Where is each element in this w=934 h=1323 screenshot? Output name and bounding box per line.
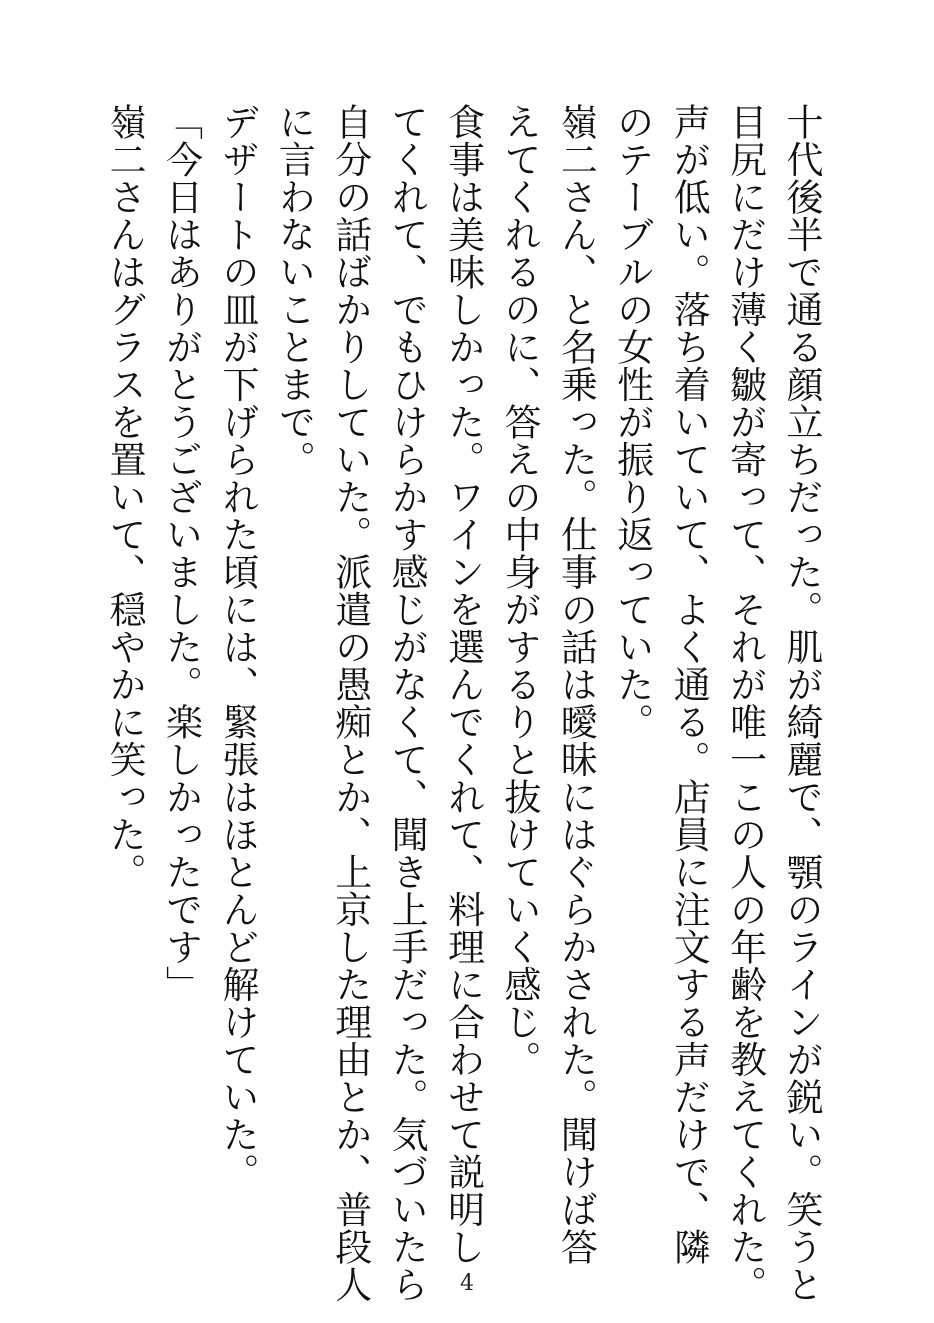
text-line: 目尻にだけ薄く皺が寄って、それが唯一この人の年齢を教えてくれた。 xyxy=(723,103,767,1303)
text-line: 嶺二さんはグラスを置いて、穏やかに笑った。 xyxy=(103,103,147,891)
paragraph-6 xyxy=(96,103,152,1228)
paragraph-1 xyxy=(603,103,829,1303)
text-line: 嶺二さん、と名乗った。仕事の話は曖昧にはぐらかされた。聞けば答 xyxy=(554,103,598,1266)
text-line: 食事は美味しかった。ワインを選んでくれて、料理に合わせて説明し xyxy=(441,103,485,1266)
text-line: 十代後半で通る顔立ちだった。肌が綺麗で、顎のラインが鋭い。笑うと xyxy=(780,103,823,1303)
text-line: デザートの皿が下げられた頃には、緊張はほとんど解けていた。 xyxy=(215,103,259,1191)
page-number: 4 xyxy=(460,1271,474,1296)
paragraph-3 xyxy=(265,103,491,1303)
text-line: 「今日はありがとうございました。楽しかったです」 xyxy=(159,103,203,1003)
paragraph-2 xyxy=(491,103,604,1266)
text-line: のテーブルの女性が振り返っていた。 xyxy=(610,103,654,741)
text-line: 声が低い。落ち着いていて、よく通る。店員に注文する声だけで、隣 xyxy=(667,103,711,1266)
paragraph-5-dialogue xyxy=(152,103,208,1228)
text-line: 自分の話ばかりしていた。派遣の愚痴とか、上京した理由とか、普段人 xyxy=(328,103,372,1303)
text-line: えてくれるのに、答えの中身がするりと抜けていく感じ。 xyxy=(497,103,541,1078)
text-line: てくれて、でもひけらかす感じがなくて、聞き上手だった。気づいたら xyxy=(385,103,429,1303)
body-text xyxy=(96,103,829,1303)
text-line: に言わないことまで。 xyxy=(272,103,316,478)
paragraph-4 xyxy=(209,103,265,1228)
